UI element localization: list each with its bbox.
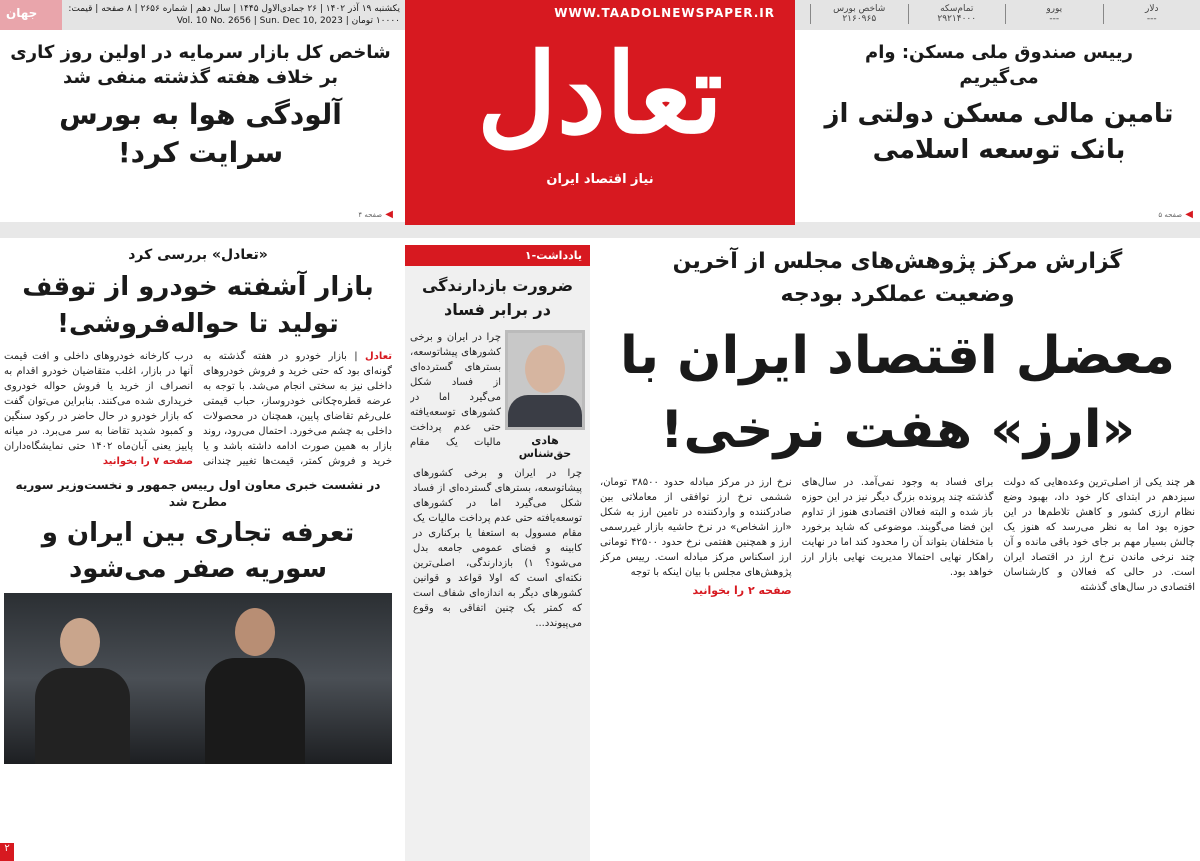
- lead-column-2: برای فساد به وجود نمی‌آمد. در سال‌های گذشته چند پرونده بزرگ دیگر نیز در این حوزه باز شده و البته فعالان اقتصادی هنوز از تداوم این فضا می‌گویند. موضوعی که شاید برخورد با متخلفان بتواند آن را محدود کند اما در نهایت راهکار نهایی احتمالا مدیریت نهایی بازار ارز خواهد بود.: [801, 477, 994, 578]
- page-badge: ۲: [0, 843, 14, 861]
- lead-headline[interactable]: معضل اقتصاد ایران با «ارز» هفت نرخی!: [619, 326, 1175, 460]
- price-ticker: [810, 4, 1200, 24]
- lead-columns: [600, 475, 1195, 597]
- auto-column-1: تعادل | بازار خودرو در هفته گذشته به گونه‌ای بود که حتی خرید و فروش خودروهای داخلی نیز به سختی انجام می‌شد. با توجه به عرضه قطره‌چکانی خودروساز، حباب قیمتی علی‌رغم تقاضای پایین، همچنان در محصولات داخلی به چشم می‌خورد. احتمال می‌رود، روند بازار به همین صورت ادامه داشته باشد و یا خرید و فروش کمتر، قیمت‌ها تغییر چندانی: [203, 349, 392, 469]
- website-link[interactable]: WWW.TAADOLNEWSPAPER.IR: [554, 6, 775, 20]
- top-right-story[interactable]: [805, 40, 1193, 220]
- auto-column-2: درب کارخانه خودروهای داخلی و افت قیمت آنها در بازار، اغلب متقاضیان خودرو اقدام به انصراف از خرید یا فروش حواله خودروی خریداری شده می‌کنند. بنابراین می‌توان گفت که بازار خودرو در حال حاضر در رکود سنگین و کمبود شدید تقاضا به سر می‌برد. در میانه پاییز یعنی آبان‌ماه ۱۴۰۲ حتی نمایشگاه‌داران: [4, 351, 193, 452]
- auto-columns: [4, 349, 392, 469]
- editorial-intro: چرا در ایران و برخی کشورهای پیشاتوسعه، بسترهای گسترده‌ای از فساد شکل می‌گیرد اما در کشورهای توسعه‌یافته حتی عدم پرداخت مالیات یک مقام: [410, 332, 501, 448]
- editorial-body: چرا در ایران و برخی کشورهای پیشاتوسعه، بسترهای گسترده‌ای از فساد شکل می‌گیرد اما در کشورهای توسعه‌یافته حتی عدم پرداخت مالیات یک مقام مسوول به استعفا یا برکناری در کابینه و فضای عمومی جامعه بدل می‌شود؟ ۱) بازدارندگی، اصلی‌ترین نکته‌ای است که اولا قواعد و قوانین کشورهای دیگر به اندازه‌ای شفاف است که کمتر یک چنین اتفاقی به وقوع می‌پیوندد...: [413, 468, 582, 629]
- editorial-box: [405, 245, 590, 861]
- auto-column-1-text: بازار خودرو در هفته گذشته به گونه‌ای بود که حتی خرید و فروش خودروهای داخلی نیز به سختی انجام می‌شد. با توجه به عرضه قطره‌چکانی خودروساز، حباب قیمتی علی‌رغم تقاضای پایین، همچنان در محصولات داخلی به چشم می‌خورد. احتمال می‌رود، روند بازار به همین صورت ادامه داشته باشد و یا خرید و فروش کمتر، قیمت‌ها تغییر چندانی: [203, 351, 392, 467]
- newspaper-logo: تعادل: [476, 29, 724, 158]
- editorial-headline[interactable]: ضرورت بازدارندگی در برابر فساد: [421, 276, 574, 319]
- top-left-story[interactable]: [8, 40, 393, 220]
- tagline: نیاز اقتصاد ایران: [546, 172, 654, 187]
- headline: آلودگی هوا به بورس سرایت کرد!: [59, 98, 342, 169]
- lead-continue-link[interactable]: صفحه ۲ را بخوانید: [692, 584, 792, 597]
- lead-column-1: هر چند یکی از اصلی‌ترین وعده‌هایی که دولت سیزدهم در ابتدای کار خود داد، بهبود وضع نظام ارزی کشور و کاهش تلاطم‌ها در این حوزه بود اما به نظر می‌رسد که هنوز یک چالش بسیار مهم بر جای خود باقی مانده و آن چند نرخی ماندن نرخ ارز در اقتصاد ایران است. در حالی که فعالان و کارشناسان اقتصادی در سال‌های گذشته: [1003, 477, 1195, 593]
- page-ref[interactable]: صفحه ۵ ◀: [1158, 209, 1193, 220]
- lead-column-3-wrap: [600, 475, 792, 597]
- editorial-label: یادداشت-۱: [405, 245, 590, 266]
- price-dollar: دلار ---: [1103, 4, 1200, 24]
- masthead: [405, 0, 795, 225]
- corner-logo: جهان: [0, 0, 62, 30]
- page-ref[interactable]: صفحه ۴ ◀: [358, 209, 393, 220]
- left-column: [4, 245, 392, 861]
- syria-headline[interactable]: تعرفه تجاری بین ایران و سوریه صفر می‌شود: [41, 518, 355, 584]
- syria-kicker: در نشست خبری معاون اول رییس جمهور و نخست‌وزیر سوریه مطرح شد: [15, 478, 381, 509]
- auto-column-2-wrap: [4, 349, 193, 469]
- dateline: یکشنبه ۱۹ آذر ۱۴۰۲ | ۲۶ جمادی‌الاول ۱۴۴۵ | سال دهم | شماره ۲۶۵۶ | ۸ صفحه | قیمت: ۱۰۰۰۰ تومان | Vol. 10 No. 2656 | Sun. Dec 10, 2023: [68, 4, 400, 26]
- auto-continue-link[interactable]: صفحه ۷ را بخوانید: [102, 456, 193, 467]
- lead-column-3: نرخ ارز در مرکز مبادله حدود ۳۸۵۰۰ تومان، ششمی نرخ ارز توافقی از معاملاتی بین صادرکننده و واردکننده در تامین ارز به شکل «ارز اشخاص» در نرخ حاشیه بازار غیررسمی ارز و همچنین هفتمی نرخ حدود ۴۲۵۰۰ تومانی ارز اسکناس مرکز مبادله است. رییس مرکز پژوهش‌های مجلس با بیان اینکه با توجه: [600, 477, 792, 578]
- editorial-top-row: [405, 330, 590, 460]
- auto-kicker: «تعادل» بررسی کرد: [128, 247, 268, 263]
- lead-kicker: گزارش مرکز پژوهش‌های مجلس از آخرین وضعیت عملکرد بودجه: [672, 249, 1123, 307]
- news-photo: [4, 593, 392, 764]
- author-photo: [505, 330, 585, 430]
- price-coin: تمام‌سکه ۲۹۲۱۴۰۰۰: [908, 4, 1006, 24]
- price-index: شاخص بورس ۲۱۶۰۹۶۵: [810, 4, 908, 24]
- author-name: هادی حق‌شناس: [518, 434, 572, 460]
- kicker: شاخص کل بازار سرمایه در اولین روز کاری بر خلاف هفته گذشته منفی شد: [10, 42, 391, 88]
- kicker: رییس صندوق ملی مسکن: وام می‌گیریم: [865, 42, 1133, 88]
- price-euro: یورو ---: [1005, 4, 1103, 24]
- auto-headline[interactable]: بازار آشفته خودرو از توقف تولید تا حواله‌فروشی!: [22, 272, 374, 339]
- source-label: تعادل: [365, 351, 392, 362]
- lead-story: [600, 245, 1195, 861]
- headline: تامین مالی مسکن دولتی از بانک توسعه اسلامی: [824, 99, 1174, 165]
- author-block: [505, 330, 585, 460]
